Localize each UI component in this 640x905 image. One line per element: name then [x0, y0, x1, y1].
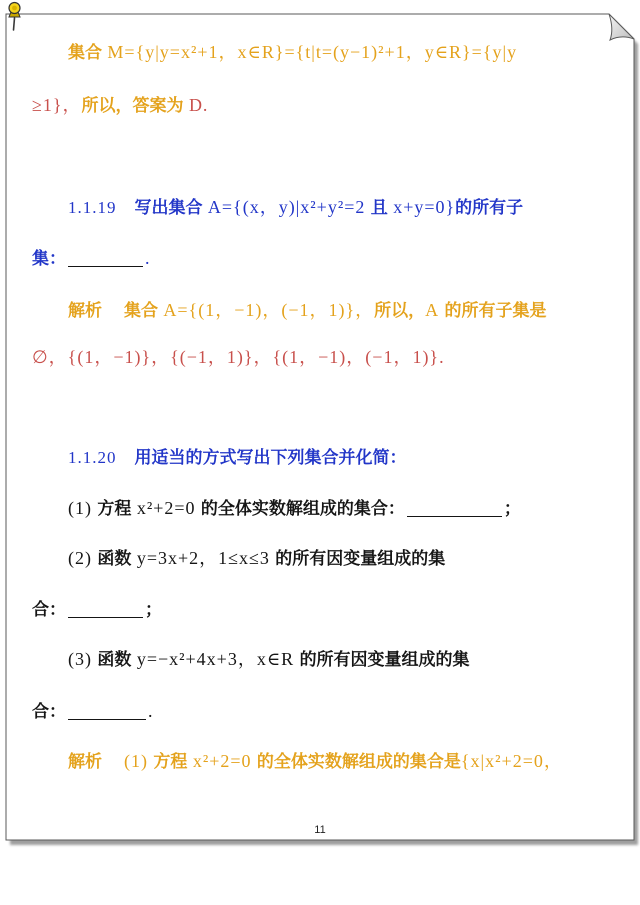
set-expression: A={(x，y)|x²+y²=2 [207, 197, 366, 217]
equation-expression: x²+2=0 [192, 751, 252, 771]
question-text: 的所有子 [455, 198, 524, 218]
set-variable: A [425, 300, 440, 320]
question-text: 集： [32, 249, 66, 269]
solution-text: 集合 [68, 43, 102, 63]
part-text: 的所有因变量组成的集 [275, 549, 446, 569]
page-number: 11 [314, 824, 326, 836]
end-punctuation: ； [145, 600, 162, 620]
question-text: 且 [370, 198, 388, 218]
solution-label: 解析 [68, 301, 102, 321]
function-expression: y=−x²+4x+3，x∈R [136, 649, 295, 669]
problem-1-1-20-solution-line-1 [68, 749, 563, 774]
question-text: 用适当的方式写出下列集合并化简： [134, 448, 407, 468]
problem-1-1-20-part-2 [68, 546, 445, 571]
equation-expression: x²+2=0 [136, 498, 196, 518]
end-punctuation: . [145, 248, 151, 268]
solution-text: 所以，答案为 [81, 96, 184, 116]
answer-blank [407, 500, 502, 517]
answer-choice: D. [188, 95, 209, 115]
part-text: 的全体实数解组成的集合： [200, 499, 405, 519]
equation-expression: x+y=0} [393, 197, 456, 217]
inequality-expression: ≥1}， [32, 95, 82, 115]
solution-label: 解析 [68, 752, 102, 772]
problem-1-1-20-part-3-continued [32, 699, 154, 724]
end-punctuation: . [148, 701, 154, 721]
problem-number: 1.1.19 [68, 198, 117, 217]
set-equality-expression: M={y|y=x²+1，x∈R}={t|t=(y−1)²+1，y∈R}={y|y [107, 42, 518, 62]
part-label: (3) [68, 649, 92, 669]
set-expression: A={(1，−1)，(−1，1)}， [163, 300, 375, 320]
pushpin-needle [14, 18, 15, 30]
answer-blank [68, 703, 146, 720]
set-expression: {x|x²+2=0， [460, 751, 563, 771]
question-text: 写出集合 [134, 198, 203, 218]
solution-continued-line-2 [32, 93, 208, 118]
solution-text: 集合 [124, 301, 158, 321]
problem-1-1-19-solution-line-2 [32, 345, 445, 370]
part-label: (2) [68, 548, 92, 568]
problem-1-1-20-part-1 [68, 496, 521, 521]
solution-continued-line-1 [68, 40, 517, 65]
answer-blank [68, 601, 143, 618]
solution-text: 的全体实数解组成的集合是 [256, 752, 461, 772]
folded-corner [609, 14, 634, 40]
answer-blank [68, 250, 143, 267]
problem-1-1-20-part-2-continued [32, 598, 162, 622]
solution-text: 所以， [374, 301, 426, 321]
part-label: (1) [68, 498, 92, 518]
part-text: 函数 [97, 549, 132, 569]
part-text: 函数 [97, 650, 132, 670]
function-expression: y=3x+2，1≤x≤3 [136, 548, 270, 568]
end-punctuation: ； [503, 499, 521, 519]
problem-number: 1.1.20 [68, 448, 117, 467]
part-text: 合： [32, 600, 66, 620]
part-text: 方程 [97, 499, 132, 519]
problem-1-1-19-solution-line-1 [68, 298, 547, 323]
problem-1-1-19-question-line-2 [32, 246, 151, 271]
pushpin-icon [4, 1, 26, 31]
solution-text: 方程 [153, 752, 188, 772]
solution-text: 的所有子集是 [444, 301, 547, 321]
part-text: 的所有因变量组成的集 [299, 650, 470, 670]
subsets-list: ∅，{(1，−1)}，{(−1，1)}，{(1，−1)，(−1，1)}. [32, 347, 445, 367]
problem-1-1-20-question [68, 446, 407, 470]
part-label: (1) [124, 751, 148, 771]
part-text: 合： [32, 702, 66, 722]
problem-1-1-20-part-3 [68, 647, 470, 672]
pushpin-head-center [12, 6, 17, 11]
problem-1-1-19-question-line-1 [68, 195, 523, 220]
